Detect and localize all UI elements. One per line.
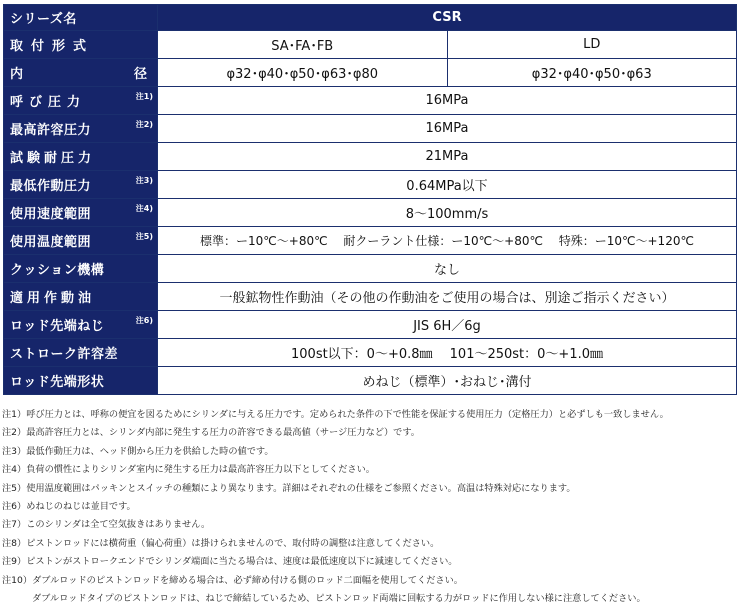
note-ref: 注2) bbox=[135, 120, 153, 129]
cell-value: 標準：ー10℃～+80℃ 耐クーラント仕様：ー10℃～+80℃ 特殊：ー10℃～+120℃ bbox=[158, 227, 737, 255]
spec-row-cushion bbox=[4, 255, 737, 283]
cell-value: なし bbox=[158, 255, 737, 283]
footnote: 注9）ピストンがストロークエンドでシリンダ端面に当たる場合は、速度は最低速度以下に減速してください。 bbox=[2, 556, 458, 568]
row-label: 試験耐圧力 bbox=[4, 143, 158, 171]
footnote: 注3）最低作動圧力は、ヘッド側から圧力を供給した時の値です。 bbox=[2, 445, 274, 457]
footnote: 注5）使用温度範囲はパッキンとスイッチの種類により異なります。詳細はそれぞれの仕様をご参照ください。高温は特殊対応になります。 bbox=[2, 482, 576, 494]
cell-value: 8～100mm/s bbox=[158, 199, 737, 227]
header-row bbox=[4, 5, 737, 31]
spec-row-oil bbox=[4, 283, 737, 311]
row-label: 使用速度範囲 注4) bbox=[4, 199, 158, 227]
row-label: 最低作動圧力 注3) bbox=[4, 171, 158, 199]
cell-value: LD bbox=[447, 31, 737, 59]
cell-value: SA･FA･FB bbox=[158, 31, 448, 59]
cell-value: φ32･φ40･φ50･φ63 bbox=[447, 59, 737, 87]
row-label: ロッド先端形状 bbox=[4, 367, 158, 395]
footnote: 注2）最高許容圧力とは、シリンダ内部に発生する圧力の許容できる最高値（サージ圧力など）です。 bbox=[2, 427, 420, 439]
row-label: 内 径 bbox=[4, 59, 158, 87]
spec-row-min-pressure bbox=[4, 171, 737, 199]
note-ref: 注6) bbox=[135, 316, 153, 325]
spec-row-stroke-tol bbox=[4, 339, 737, 367]
footnote-continuation: ダブルロッドタイプのピストンロッドは、ねじで締結しているため、ピストンロッド両端に回転する力がロッドに作用しない様に注意してください。 bbox=[32, 593, 646, 605]
footnote: 注7）このシリンダは全て空気抜きはありません。 bbox=[2, 519, 211, 531]
row-label: ロッド先端ねじ 注6) bbox=[4, 311, 158, 339]
cell-value: 100st以下：0～+0.8㎜ 101～250st：0～+1.0㎜ bbox=[158, 339, 737, 367]
row-label: クッション機構 bbox=[4, 255, 158, 283]
footnote: 注8）ピストンロッドには横荷重（偏心荷重）は掛けられませんので、取付時の調整は注意してください。 bbox=[2, 537, 440, 549]
note-ref: 注1) bbox=[135, 92, 153, 101]
note-ref: 注4) bbox=[135, 204, 153, 213]
cell-value: 16MPa bbox=[158, 115, 737, 143]
spec-row-nominal-pressure bbox=[4, 87, 737, 115]
spec-row-max-pressure bbox=[4, 115, 737, 143]
cell-value: JIS 6H／6g bbox=[158, 311, 737, 339]
row-label: 呼び圧力 注1) bbox=[4, 87, 158, 115]
cell-value: 16MPa bbox=[158, 87, 737, 115]
footnote: 注1）呼び圧力とは、呼称の便宜を図るためにシリンダに与える圧力です。定められた条件の下で性能を保証する使用圧力（定格圧力）と必ずしも一致しません。 bbox=[2, 409, 669, 420]
cell-value: 一般鉱物性作動油（その他の作動油をご使用の場合は、別途ご指示ください） bbox=[158, 283, 737, 311]
spec-row-temp bbox=[4, 227, 737, 255]
footnote: 注4）負荷の慣性によりシリンダ室内に発生する圧力は最高許容圧力以下としてください。 bbox=[2, 464, 375, 476]
spec-row-test-pressure bbox=[4, 143, 737, 171]
row-label: 取付形式 bbox=[4, 31, 158, 59]
spec-row-speed bbox=[4, 199, 737, 227]
footnote: 注6）めねじのねじは並目です。 bbox=[2, 501, 136, 513]
spec-row-bore bbox=[4, 59, 737, 87]
note-ref: 注3) bbox=[135, 176, 153, 185]
row-label: 使用温度範囲 注5) bbox=[4, 227, 158, 255]
cell-value: 21MPa bbox=[158, 143, 737, 171]
row-label: ストローク許容差 bbox=[4, 339, 158, 367]
cell-value: 0.64MPa以下 bbox=[158, 171, 737, 199]
series-value: CSR bbox=[158, 5, 737, 31]
cell-value: めねじ（標準）･おねじ･溝付 bbox=[158, 367, 737, 395]
series-label: シリーズ名 bbox=[4, 5, 158, 31]
row-label: 適用作動油 bbox=[4, 283, 158, 311]
footnotes bbox=[2, 406, 738, 608]
spec-row-rod-thread bbox=[4, 311, 737, 339]
spec-table bbox=[3, 4, 737, 395]
cell-value: φ32･φ40･φ50･φ63･φ80 bbox=[158, 59, 448, 87]
row-label: 最高許容圧力 注2) bbox=[4, 115, 158, 143]
note-ref: 注5) bbox=[135, 232, 153, 241]
footnote: 注10）ダブルロッドのピストンロッドを締める場合は、必ず締め付ける側のロッド二面幅を使用してください。 bbox=[2, 574, 463, 586]
spec-row-rod-shape bbox=[4, 367, 737, 395]
spec-row-mount bbox=[4, 31, 737, 59]
